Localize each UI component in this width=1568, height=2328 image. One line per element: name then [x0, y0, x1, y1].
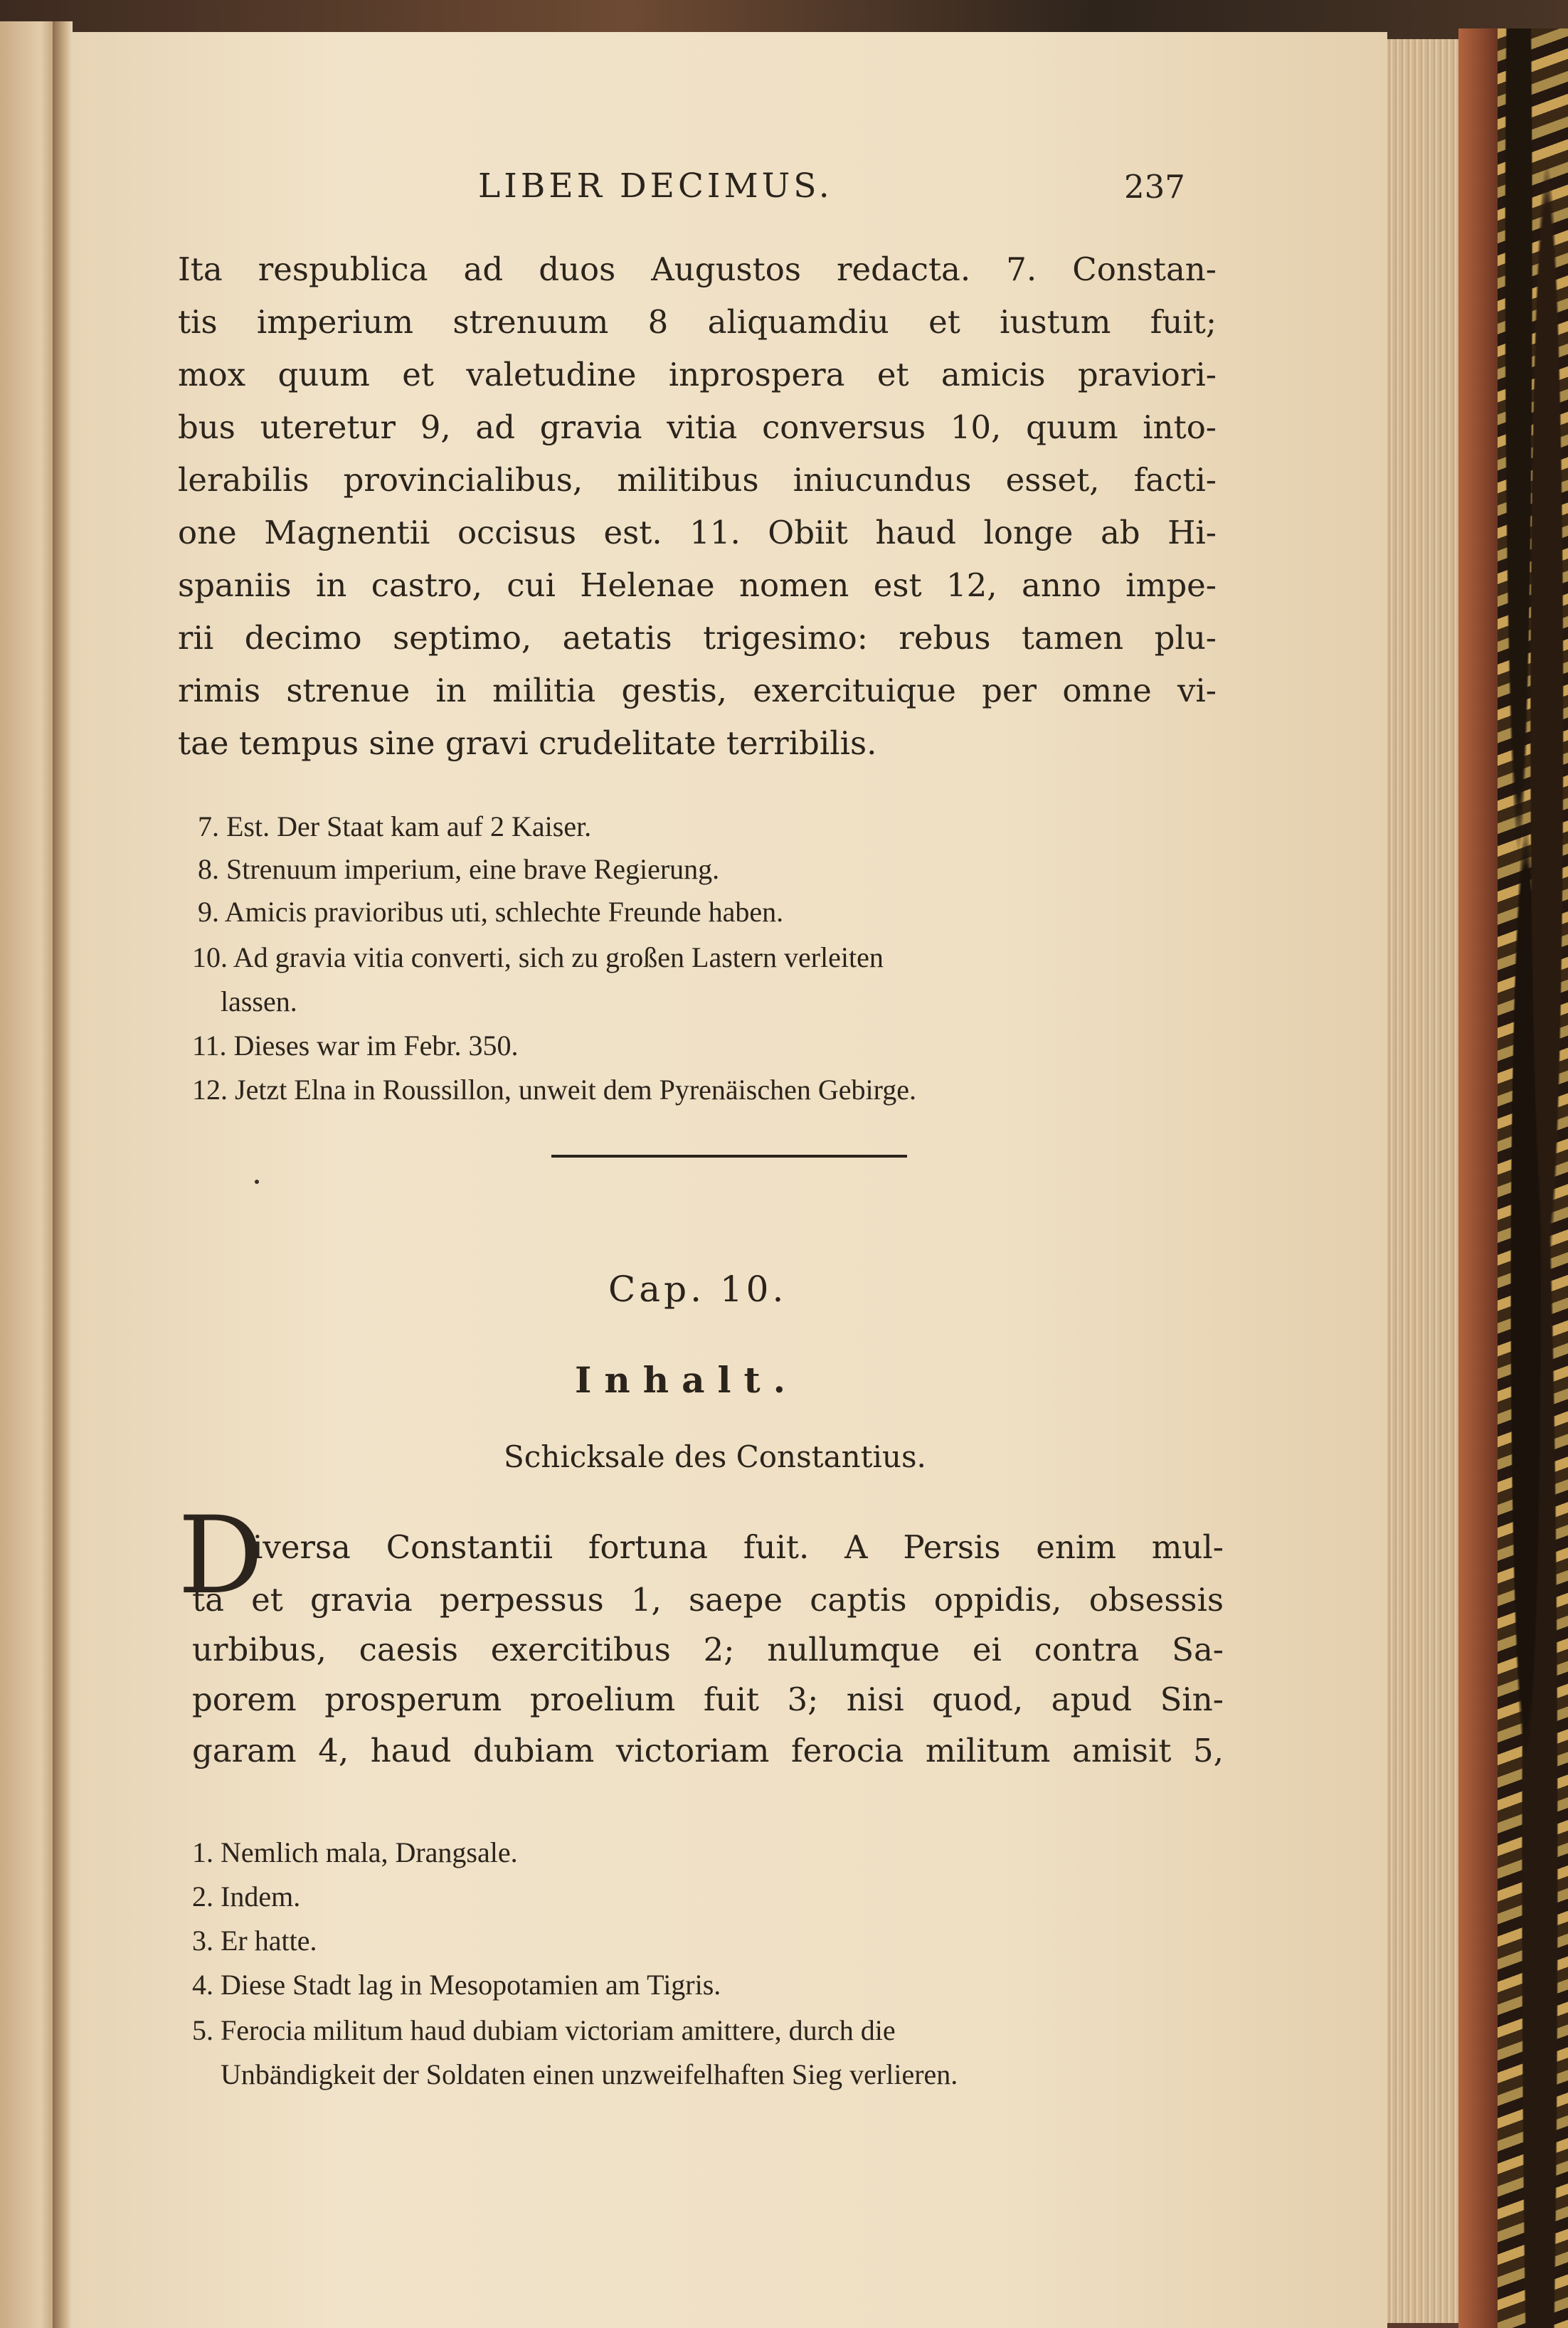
footnote: 3. Er hatte.	[192, 1925, 317, 1957]
running-header: LIBER DECIMUS.	[478, 166, 833, 206]
facing-page-edge	[0, 21, 58, 2328]
body-line: urbibus, caesis exercitibus 2; nullumque ei contra Sa-	[192, 1631, 1224, 1668]
section-divider	[551, 1155, 907, 1158]
body-line: one Magnentii occisus est. 11. Obiit haud longe ab Hi-	[178, 514, 1217, 551]
drop-cap: D	[178, 1494, 264, 1618]
page-edges	[1387, 39, 1458, 2323]
body-line: porem prosperum proelium fuit 3; nisi quod, apud Sin-	[192, 1681, 1224, 1718]
body-line: mox quum et valetudine inprospera et amicis praviori-	[178, 356, 1217, 393]
body-line: ta et gravia perpessus 1, saepe captis oppidis, obsessis	[192, 1581, 1224, 1619]
footnote: 8. Strenuum imperium, eine brave Regierung.	[198, 853, 720, 885]
footnote: 7. Est. Der Staat kam auf 2 Kaiser.	[198, 810, 592, 842]
page-number: 237	[1124, 168, 1185, 206]
body-line: tis imperium strenuum 8 aliquamdiu et iustum fuit;	[178, 303, 1217, 341]
body-line: spaniis in castro, cui Helenae nomen est 12, anno impe-	[178, 566, 1217, 604]
book-gutter	[53, 21, 73, 2328]
footnote: 11. Dieses war im Febr. 350.	[192, 1030, 519, 1062]
body-line: iversa Constantii fortuna fuit. A Persis enim mul-	[253, 1528, 1224, 1566]
footnote: 4. Diese Stadt lag in Mesopotamien am Tigris.	[192, 1969, 721, 2001]
footnote: 5. Ferocia militum haud dubiam victoriam amittere, durch die	[192, 2014, 896, 2046]
cover-edge	[1458, 28, 1498, 2328]
footnote: 1. Nemlich mala, Drangsale.	[192, 1836, 518, 1868]
body-line: tae tempus sine gravi crudelitate terribilis.	[178, 724, 877, 762]
body-line: rii decimo septimo, aetatis trigesimo: rebus tamen plu-	[178, 619, 1217, 657]
body-line: garam 4, haud dubiam victoriam ferocia militum amisit 5,	[192, 1732, 1224, 1769]
footnote: 9. Amicis pravioribus uti, schlechte Freunde haben.	[198, 896, 784, 928]
footnote: 10. Ad gravia vitia converti, sich zu großen Lastern verleiten	[192, 941, 884, 973]
inhalt-heading: Inhalt.	[575, 1359, 798, 1401]
chapter-subtitle: Schicksale des Constantius.	[504, 1439, 926, 1474]
footnote: 12. Jetzt Elna in Roussillon, unweit dem Pyrenäischen Gebirge.	[192, 1074, 916, 1106]
footnote: 2. Indem.	[192, 1880, 301, 1912]
body-line: Ita respublica ad duos Augustos redacta. 7. Constan-	[178, 250, 1217, 288]
ink-speck	[255, 1180, 259, 1184]
body-line: rimis strenue in militia gestis, exercituique per omne vi-	[178, 672, 1217, 709]
marbled-cover	[1498, 28, 1568, 2328]
body-line: lerabilis provincialibus, militibus iniucundus esset, facti-	[178, 461, 1217, 499]
footnote-continuation: Unbändigkeit der Soldaten einen unzweifelhaften Sieg verlieren.	[221, 2058, 958, 2090]
footnote-continuation: lassen.	[221, 985, 297, 1017]
body-line: bus uteretur 9, ad gravia vitia conversus 10, quum into-	[178, 408, 1217, 446]
chapter-title: Cap. 10.	[608, 1269, 788, 1310]
